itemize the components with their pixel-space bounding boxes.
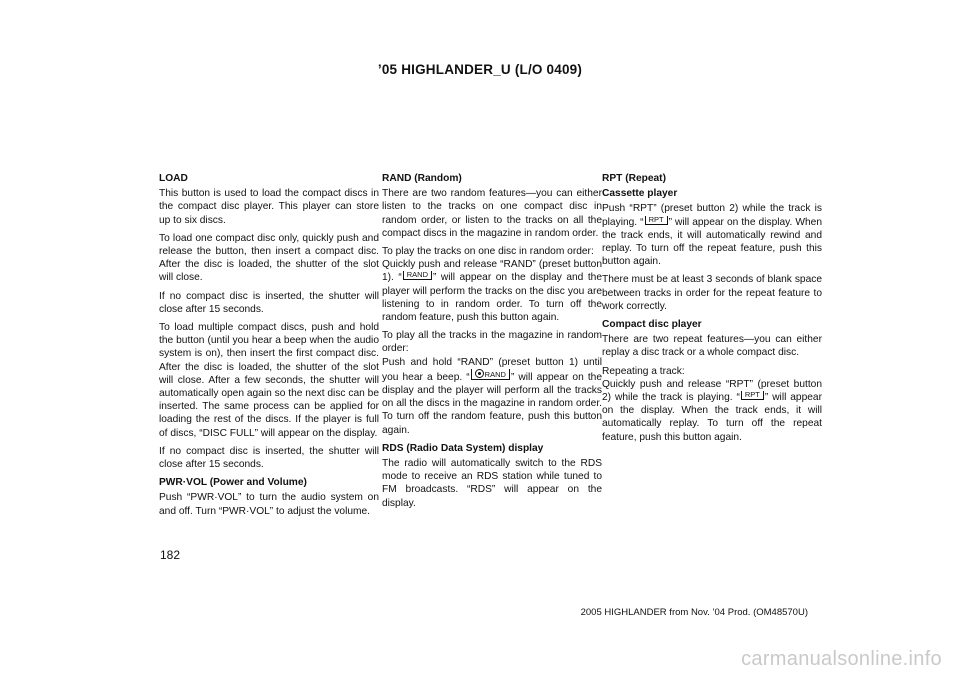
- paragraph: [382, 245, 602, 324]
- paragraph: There are two repeat features—you can either replay a disc track or a whole compact disc.: [602, 334, 822, 359]
- section-heading-rpt: RPT (Repeat): [602, 173, 666, 184]
- paragraph: There must be at least 3 seconds of blank space between tracks in order for the repeat feature to work correctly.: [602, 274, 822, 312]
- rpt-indicator-icon: RPT: [741, 391, 764, 400]
- section-heading-rds: RDS (Radio Data System) display: [382, 442, 544, 454]
- subheading-cassette-player: Cassette player: [602, 188, 678, 200]
- paragraph-lead: To play the tracks on one disc in random order:: [382, 246, 594, 258]
- paragraph-text: ” will appear on the display and the player will perform the tracks on the disc you are listening to in random order. To turn off the random feature, push this button again.: [382, 272, 602, 324]
- section-heading-load: LOAD: [159, 173, 188, 184]
- paragraph: If no compact disc is inserted, the shutter will close after 15 seconds.: [159, 445, 379, 471]
- paragraph-text: Quickly push and release “RPT” (preset button 2) while the track is playing. “: [602, 378, 822, 404]
- paragraph-text: ” will appear on the display. When the track ends, it will automatically replay. To turn off the repeat feature, push this button again.: [602, 392, 822, 443]
- paragraph-text: Push “RPT” (preset button 2) while the track is playing. “: [602, 203, 822, 228]
- paragraph-text: Push and hold “RAND” (preset button 1) until you hear a beep. “: [382, 356, 602, 383]
- page-number: 182: [160, 548, 181, 562]
- section-heading-rand: RAND (Random): [382, 173, 462, 184]
- paragraph: Push “PWR·VOL” to turn the audio system on and off. Turn “PWR·VOL” to adjust the volume.: [159, 492, 379, 517]
- rand-indicator-icon: RAND: [403, 271, 432, 280]
- subheading-compact-disc-player: Compact disc player: [602, 319, 702, 331]
- column-left: [159, 172, 379, 523]
- paragraph: The radio will automatically switch to the RDS mode to receive an RDS station while tuned to FM broadcasts. “RDS” will appear on the display.: [382, 458, 602, 509]
- paragraph-text: ” will appear on the display and the player will perform all the tracks on all the discs in the magazine in random order. To turn off the random feature, push this button again.: [382, 371, 602, 436]
- watermark: carmanualsonline.info: [741, 648, 942, 670]
- disc-icon: [475, 369, 484, 378]
- paragraph: [382, 329, 602, 437]
- section-heading-pwr-vol: PWR·VOL (Power and Volume): [159, 477, 307, 489]
- page-header-title: ’05 HIGHLANDER_U (L/O 0409): [377, 62, 583, 77]
- paragraph: [602, 202, 822, 268]
- column-middle: [382, 172, 602, 515]
- paragraph-lead: To play all the tracks in the magazine in random order:: [382, 330, 602, 355]
- paragraph: This button is used to load the compact discs in the compact disc player. This player can store up to six discs.: [159, 188, 379, 226]
- disc-rand-indicator-icon: [471, 369, 510, 380]
- footer-edition: 2005 HIGHLANDER from Nov. ’04 Prod. (OM48570U): [580, 607, 808, 618]
- column-right: [602, 172, 822, 449]
- indicator-label: RAND: [484, 369, 506, 379]
- paragraph: To load multiple compact discs, push and hold the button (until you hear a beep when the audio system is on), then insert the first compact disc. After the disc is loaded, the shutter of the slot will close. After a few seconds, the shutter will automatically open again so the next disc can be inserted. The same process can be applied for loading the rest of the discs. If the player is full of discs, “DISC FULL” will appear on the display.: [159, 322, 379, 439]
- paragraph-text: Quickly push and release “RAND” (preset button 1). “: [382, 259, 602, 284]
- paragraph-lead: Repeating a track:: [602, 365, 685, 377]
- paragraph: To load one compact disc only, quickly push and release the button, then insert a compact disc. After the disc is loaded, the shutter of the slot will close.: [159, 232, 379, 284]
- rpt-indicator-icon: RPT: [645, 216, 668, 225]
- paragraph: There are two random features—you can either listen to the tracks on one compact disc in random order, or listen to the tracks on all the compact discs in the magazine in random order.: [382, 188, 602, 239]
- paragraph: [602, 365, 822, 444]
- paragraph: If no compact disc is inserted, the shutter will close after 15 seconds.: [159, 290, 379, 315]
- paragraph-text: ” will appear on the display. When the track ends, it will automatically rewind and replay. To turn off the repeat feature, push this button again.: [602, 216, 822, 268]
